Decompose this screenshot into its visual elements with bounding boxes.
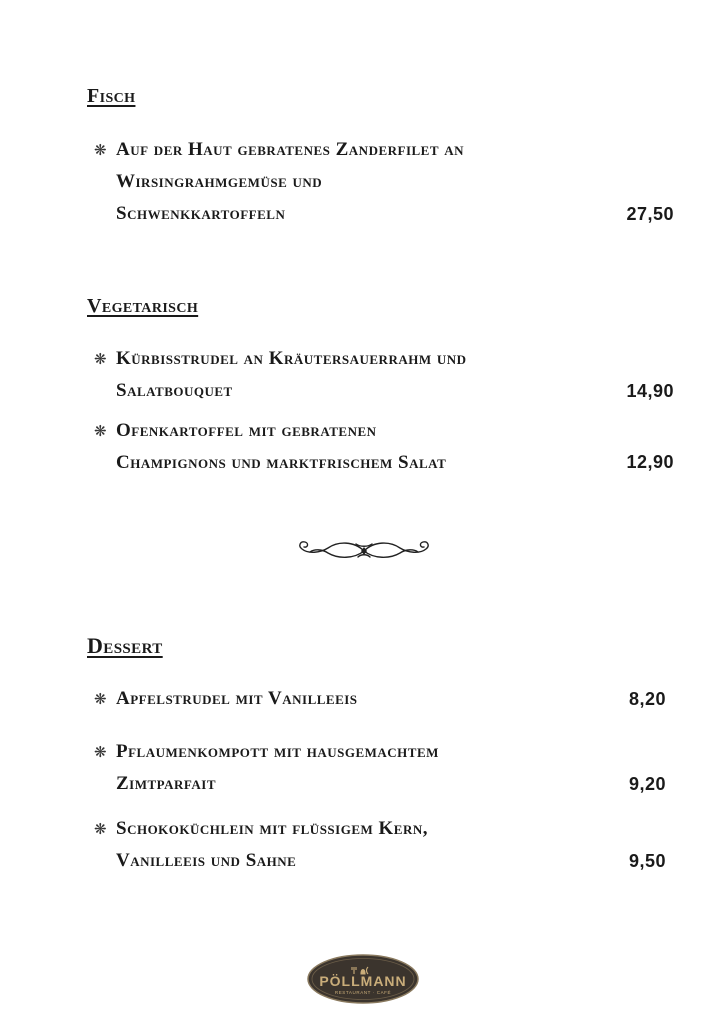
bullet-icon: ❋	[94, 352, 107, 368]
section-heading-dessert: Dessert	[87, 633, 163, 658]
bullet-icon: ❋	[94, 692, 107, 708]
logo-wordmark: PÖLLMANN	[319, 973, 407, 989]
menu-item-line: Wirsingrahmgemüse und	[116, 171, 323, 192]
menu-item-line: Pflaumenkompott mit hausgemachtem	[116, 741, 439, 762]
menu-item-price: 12,90	[626, 452, 674, 472]
menu-item-price: 8,20	[628, 689, 666, 709]
menu-item-price: 14,90	[626, 381, 674, 401]
menu-item-line: Schwenkkartoffeln	[116, 203, 286, 224]
menu-item-line: Champignons und marktfrischem Salat	[116, 452, 447, 473]
bullet-icon: ❋	[94, 822, 107, 838]
section-heading-vegetarisch: Vegetarisch	[87, 295, 199, 317]
menu-item-line: Ofenkartoffel mit gebratenen	[116, 420, 377, 441]
bullet-icon: ❋	[94, 143, 107, 159]
menu-item-price: 27,50	[626, 204, 674, 224]
menu-item-line: Vanilleeis und Sahne	[116, 850, 297, 871]
menu-item-price: 9,50	[628, 851, 666, 871]
menu-item-line: Kürbisstrudel an Kräutersauerrahm und	[116, 348, 467, 369]
menu-item-line: Schokoküchlein mit flüssigem Kern,	[116, 818, 428, 839]
menu-item-line: Zimtparfait	[116, 773, 217, 794]
menu-item-line: Auf der Haut gebratenes Zanderfilet an	[116, 139, 465, 160]
logo-subtitle: RESTAURANT · CAFÉ	[334, 990, 392, 995]
bullet-icon: ❋	[94, 424, 107, 440]
menu-item-line: Apfelstrudel mit Vanilleeis	[116, 688, 358, 709]
poellmann-logo	[306, 953, 420, 1005]
ornament-divider-icon	[294, 535, 434, 565]
menu-item-line: Salatbouquet	[116, 380, 233, 401]
menu-item-price: 9,20	[628, 774, 666, 794]
section-heading-fisch: Fisch	[87, 85, 136, 107]
bullet-icon: ❋	[94, 745, 107, 761]
